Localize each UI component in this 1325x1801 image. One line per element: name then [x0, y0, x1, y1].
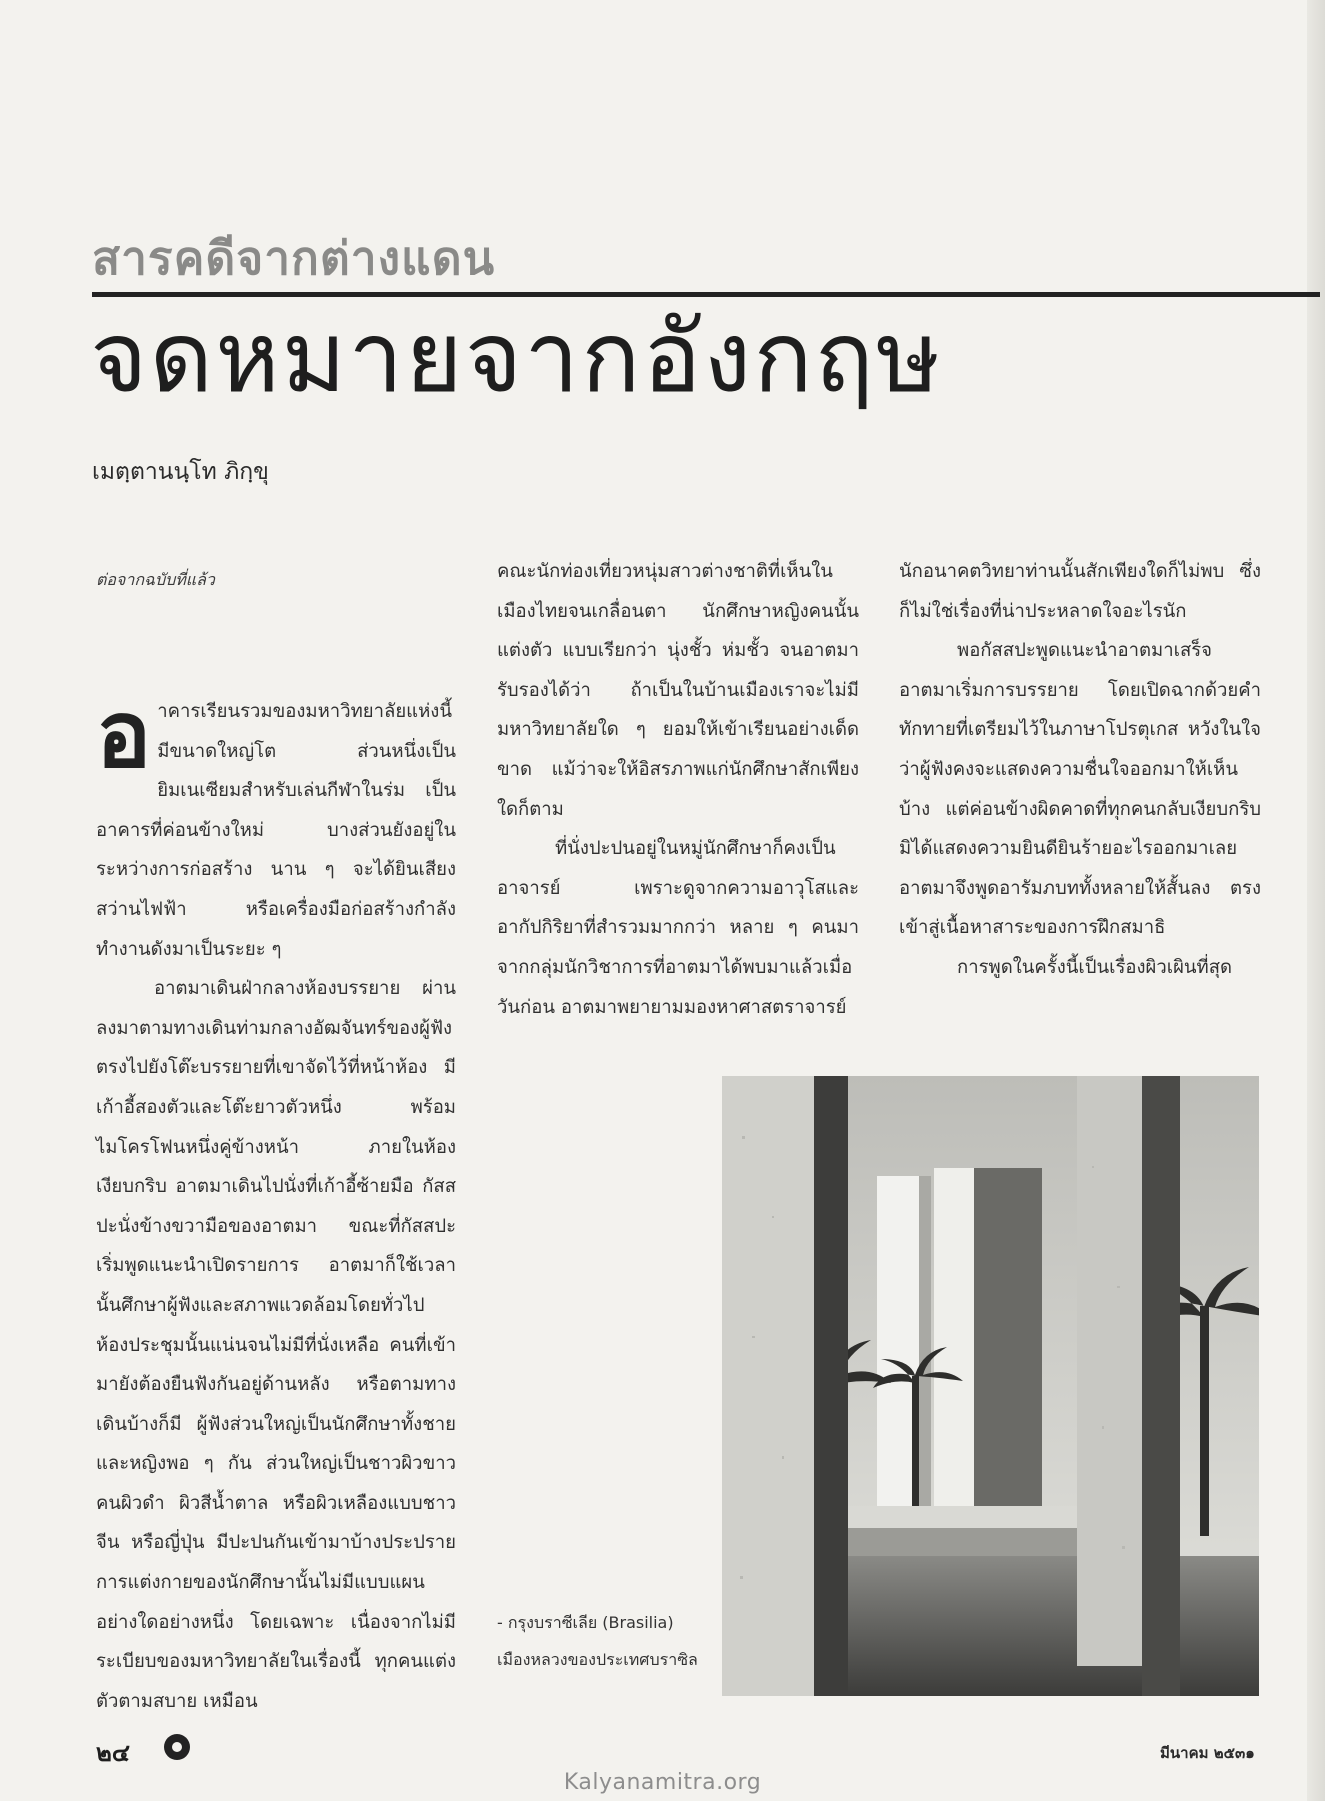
paragraph-6: พอกัสสปะพูดแนะนำอาตมาเสร็จ อาตมาเริ่มการบรรยาย โดยเปิดฉากด้วยคำทักทายที่เตรียมไว้ในภาษาโปรตุเกส หวังในใจว่าผู้ฟังคงจะแสดงความชื่นใจออกมาให้เห็นบ้าง แต่ค่อนข้างผิดคาดที่ทุกคนกลับเงียบกริบมิได้แสดงความยินดียินร้ายอะไรออกมาเลย อาตมาจึงพูดอารัมภบททั้งหลายให้สั้นลง ตรงเข้าสู่เนื้อหาสาระของการฝึกสมาธิ [899, 640, 1261, 939]
photo-caption: - กรุงบราซีเลีย (Brasilia) เมืองหลวงของประเทศบราซิล [497, 1613, 698, 1669]
article-column-3 [899, 552, 1261, 988]
paragraph-3: คณะนักท่องเที่ยวหนุ่มสาวต่างชาติที่เห็นในเมืองไทยจนเกลื่อนตา นักศึกษาหญิงคนนั้นแต่งตัว แบบเรียกว่า นุ่งชั้ว ห่มชั้ว จนอาตมารับรองได้ว่า ถ้าเป็นในบ้านเมืองเราจะไม่มีมหาวิทยาลัยใด ๆ ยอมให้เข้าเรียนอย่างเด็ดขาด แม้ว่าจะให้อิสรภาพแก่นักศึกษาสักเพียงใดก็ตาม [497, 561, 859, 820]
brasilia-photo [722, 1076, 1259, 1696]
page-mark-icon [164, 1734, 190, 1760]
author-name: เมตฺตานนฺโท ภิกฺขุ [92, 459, 269, 485]
article-column-2 [497, 552, 859, 1027]
paragraph-7: การพูดในครั้งนี้เป็นเรื่องผิวเผินที่สุด [957, 956, 1233, 978]
drop-cap: อ [96, 681, 152, 788]
page-edge [1307, 0, 1325, 1801]
title-rule [92, 292, 1320, 297]
paragraph-1 [96, 681, 456, 969]
article-title: จดหมายจากอังกฤษ [90, 301, 943, 415]
paragraph-2: อาตมาเดินฝ่ากลางห้องบรรยาย ผ่านลงมาตามทางเดินท่ามกลางอัฒจันทร์ของผู้ฟังตรงไปยังโต๊ะบรรยายที่เขาจัดไว้ที่หน้าห้อง มีเก้าอี้สองตัวและโต๊ะยาวตัวหนึ่ง พร้อมไมโครโฟนหนึ่งคู่ข้างหน้า ภายในห้องเงียบกริบ อาตมาเดินไปนั่งที่เก้าอี้ซ้ายมือ กัสสปะนั่งข้างขวามือของอาตมา ขณะที่กัสสปะเริ่มพูดแนะนำเปิดรายการ อาตมาก็ใช้เวลานั้นศึกษาผู้ฟังและสภาพแวดล้อมโดยทั่วไป ห้องประชุมนั้นแน่นจนไม่มีที่นั่งเหลือ คนที่เข้ามายังต้องยืนฟังกันอยู่ด้านหลัง หรือตามทางเดินบ้างก็มี ผู้ฟังส่วนใหญ่เป็นนักศึกษาทั้งชายและหญิงพอ ๆ กัน ส่วนใหญ่เป็นชาวผิวขาว คนผิวดำ ผิวสีน้ำตาล หรือผิวเหลืองแบบชาวจีน หรือญี่ปุ่น มีปะปนกันเข้ามาบ้างประปราย การแต่งกายของนักศึกษานั้นไม่มีแบบแผนอย่างใดอย่างหนึ่ง โดยเฉพาะ เนื่องจากไม่มีระเบียบของมหาวิทยาลัยในเรื่องนี้ ทุกคนแต่งตัวตามสบาย เหมือน [96, 978, 456, 1712]
paragraph-4: ที่นั่งปะปนอยู่ในหมู่นักศึกษาก็คงเป็นอาจารย์ เพราะดูจากความอาวุโสและอากัปกิริยาที่สำรวมมากกว่า หลาย ๆ คนมาจากกลุ่มนักวิชาการที่อาตมาได้พบมาแล้วเมื่อวันก่อน อาตมาพยายามมองหาศาสตราจารย์ [497, 838, 859, 1018]
continued-label: ต่อจากฉบับที่แล้ว [96, 570, 215, 589]
issue-date: มีนาคม ๒๕๓๑ [1160, 1744, 1255, 1762]
article-column-1 [96, 560, 456, 1721]
paragraph-1-text: าคารเรียนรวมของมหาวิทยาลัยแห่งนี้ มีขนาดใหญ่โต ส่วนหนึ่งเป็นยิมเนเซียมสำหรับเล่นกีฬาในร่ม เป็นอาคารที่ค่อนข้างใหม่ บางส่วนยังอยู่ในระหว่างการก่อสร้าง นาน ๆ จะได้ยินเสียงสว่านไฟฟ้า หรือเครื่องมือก่อสร้างกำลังทำงานดังมาเป็นระยะ ๆ [96, 701, 456, 960]
watermark: Kalyanamitra.org [563, 1770, 762, 1795]
paragraph-5: นักอนาคตวิทยาท่านนั้นสักเพียงใดก็ไม่พบ ซึ่งก็ไม่ใช่เรื่องที่น่าประหลาดใจอะไรนัก [899, 561, 1261, 622]
section-title: สารคดีจากต่างแดน [92, 231, 496, 285]
page-number: ๒๔ [96, 1739, 130, 1767]
